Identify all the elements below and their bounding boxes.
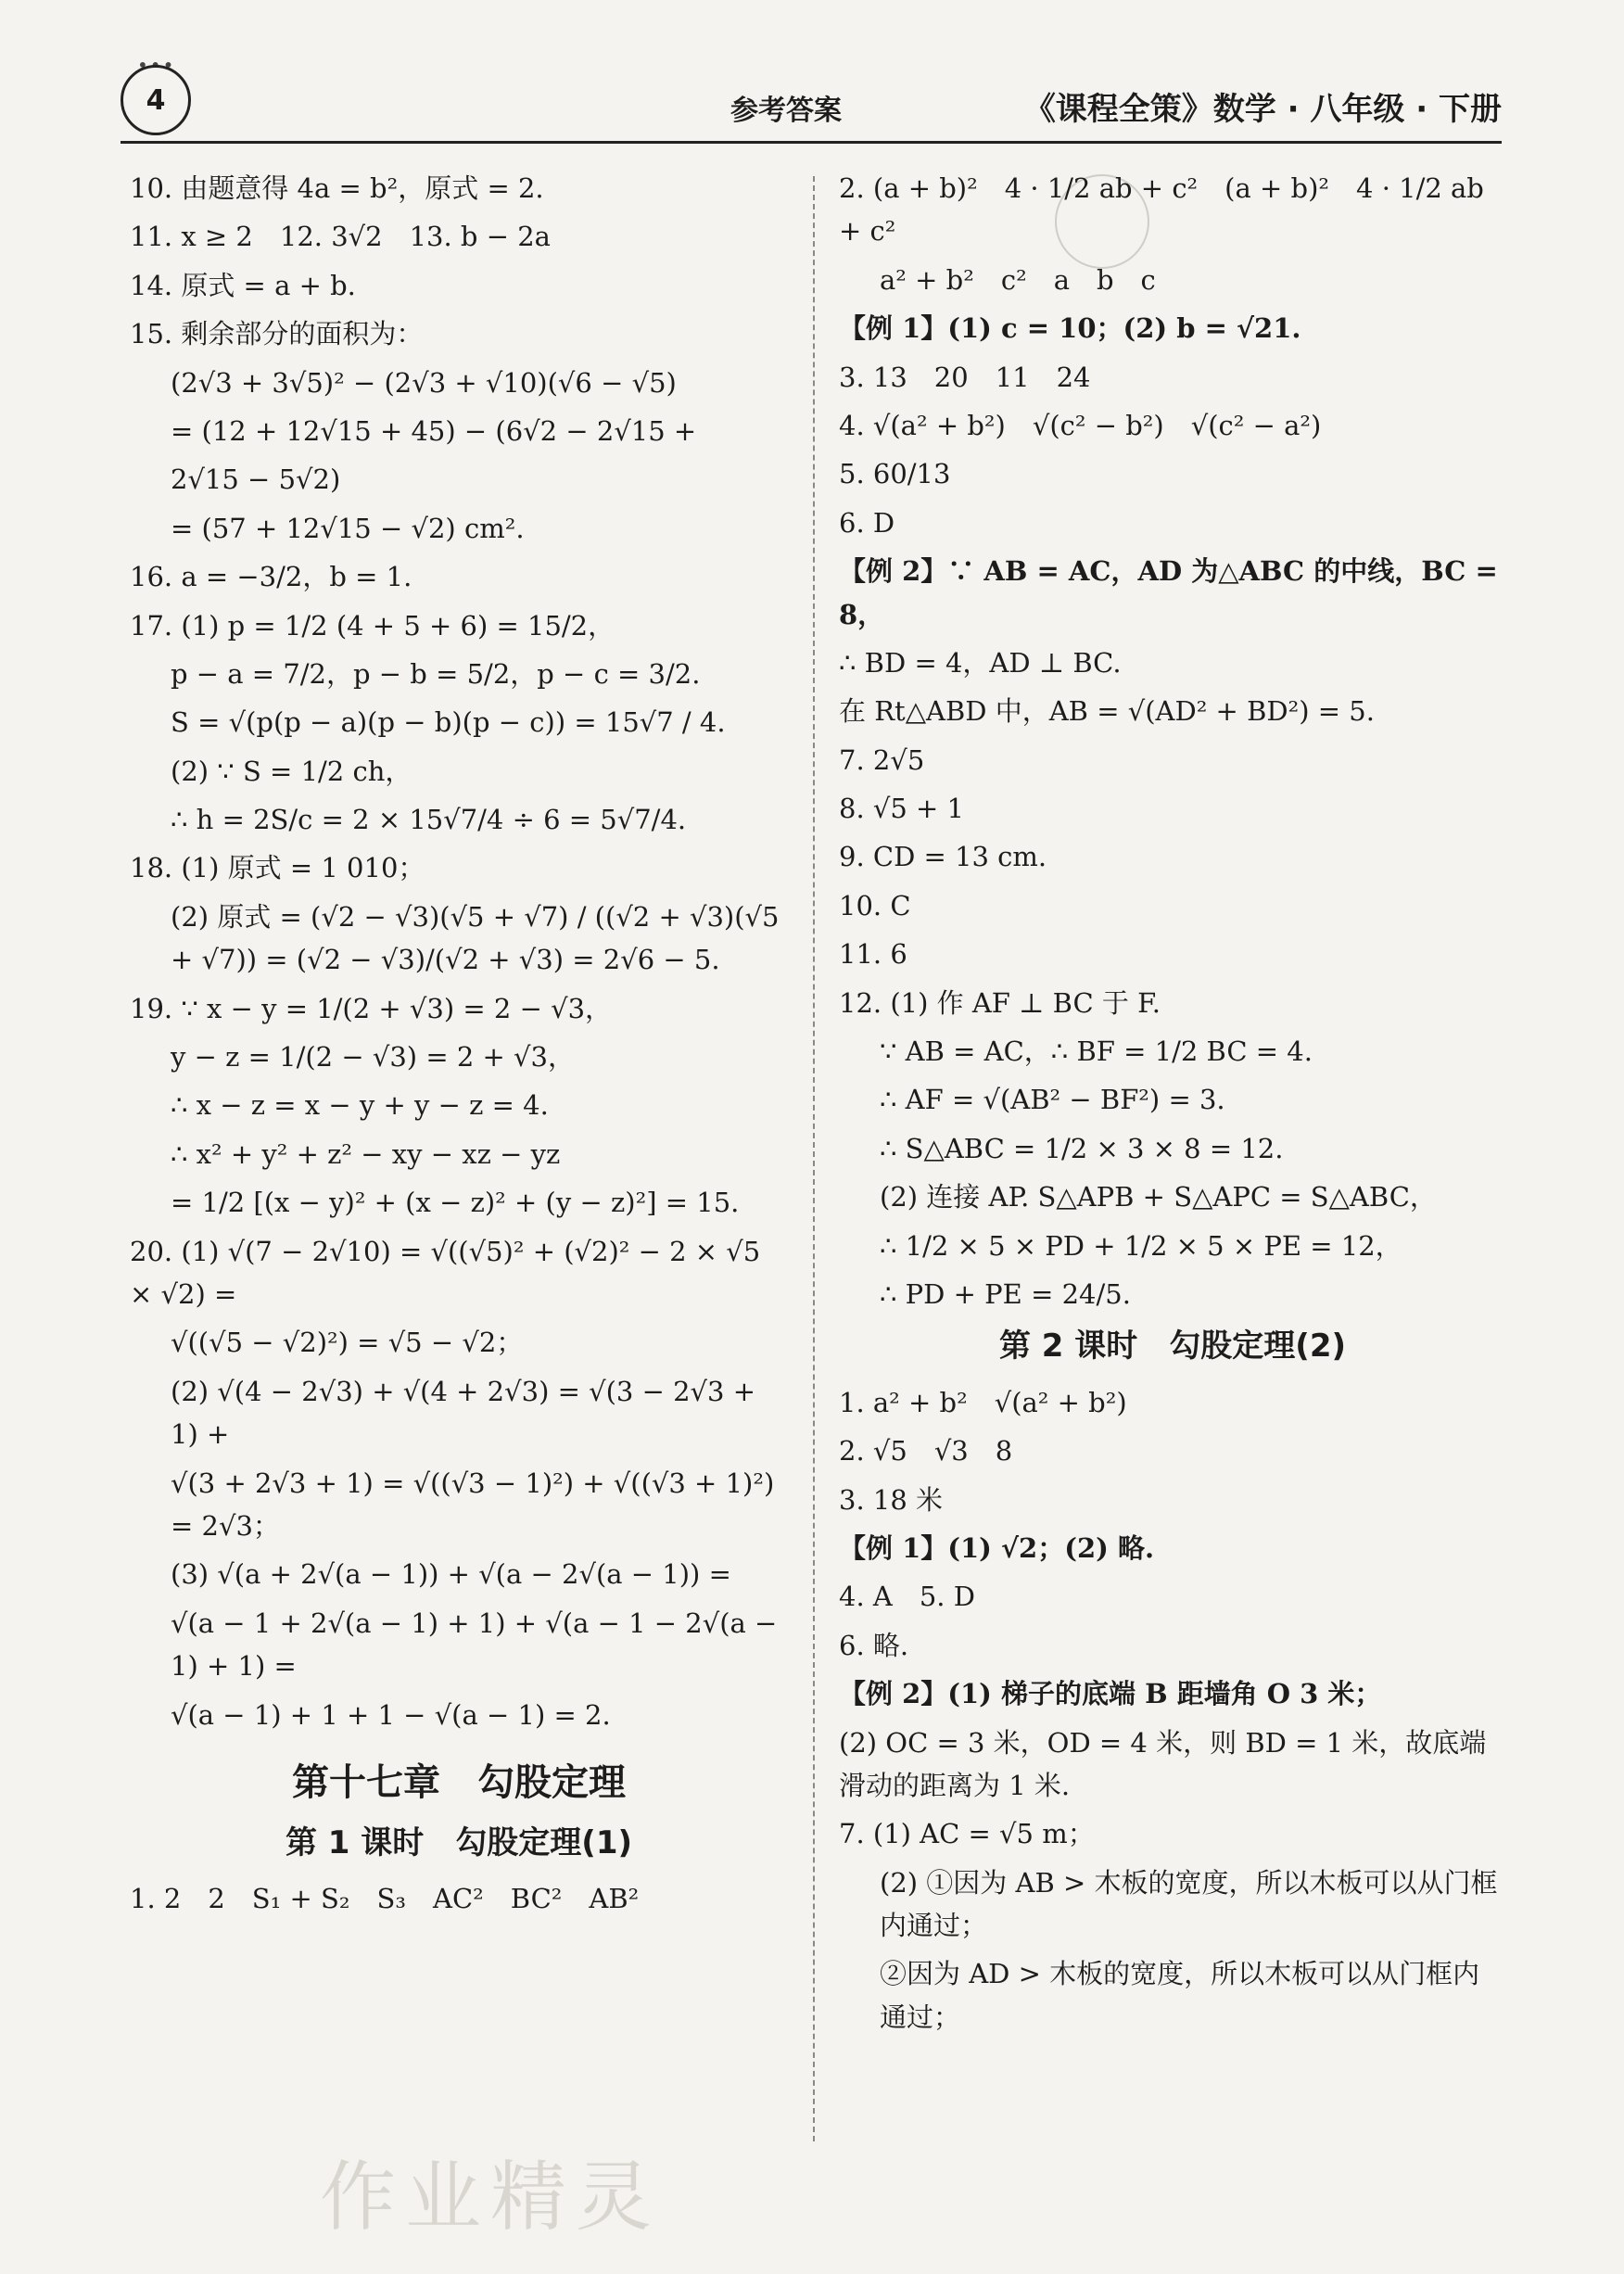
answer-line: ∴ 1/2 × 5 × PD + 1/2 × 5 × PE = 12， — [880, 1229, 1402, 1262]
answer-line: 10. C — [839, 889, 911, 921]
answer-line: (2) 原式 = (√2 − √3)(√5 + √7) / ((√2 + √3)(√5 + √7)) = (√2 − √3)/(√2 + √3) = 2√6 − 5. — [171, 900, 788, 976]
answer-line: 5. 60/13 — [839, 458, 951, 490]
answer-line: (2) 连接 AP. S△APB + S△APC = S△ABC， — [880, 1181, 1437, 1213]
answer-line: 7. 2√5 — [839, 743, 925, 776]
answer-line: 8. √5 + 1 — [839, 793, 965, 825]
answer-line: ∴ AF = √(AB² − BF²) = 3. — [880, 1084, 1225, 1116]
answer-line: (3) √(a + 2√(a − 1)) + √(a − 2√(a − 1)) = — [171, 1558, 731, 1591]
answer-line: 4. √(a² + b²) √(c² − b²) √(c² − a²) — [839, 409, 1322, 441]
answer-line: 4. A 5. D — [839, 1581, 975, 1613]
answer-line: = 1/2 [(x − y)² + (x − z)² + (y − z)²] = 15. — [171, 1187, 740, 1219]
page-header — [121, 54, 1502, 145]
answer-line: = (57 + 12√15 − √2) cm². — [171, 512, 525, 544]
answer-line: 9. CD = 13 cm. — [839, 841, 1047, 873]
answer-line: = (12 + 12√15 + 45) − (6√2 − 2√15 + — [171, 414, 697, 447]
answer-line: 6. D — [839, 506, 895, 539]
answer-line: 6. 略. — [839, 1629, 909, 1661]
header-book-title: 《课程全策》数学 · 八年级 · 下册 — [1023, 91, 1502, 128]
chapter-title: 第十七章 勾股定理 — [292, 1760, 626, 1804]
answer-line: ∴ PD + PE = 24/5. — [880, 1277, 1131, 1310]
example-line: 【例 2】(1) 梯子的底端 B 距墙角 O 3 米； — [839, 1678, 1382, 1710]
answer-line: 1. a² + b² √(a² + b²) — [839, 1386, 1127, 1418]
example-line: 【例 1】(1) √2；(2) 略. — [839, 1531, 1155, 1564]
answer-line: 10. 由题意得 4a = b²，原式 = 2. — [130, 172, 544, 204]
answer-line: 3. 13 20 11 24 — [839, 361, 1091, 393]
answer-line: 12. (1) 作 AF ⊥ BC 于 F. — [839, 986, 1161, 1019]
header-rule — [121, 141, 1502, 144]
answer-line: √(3 + 2√3 + 1) = √((√3 − 1)²) + √((√3 + 1)²) = 2√3； — [171, 1467, 783, 1542]
answer-line: y − z = 1/(2 − √3) = 2 + √3， — [171, 1041, 575, 1073]
answer-line: 17. (1) p = 1/2 (4 + 5 + 6) = 15/2， — [130, 609, 615, 642]
answer-line: S = √(p(p − a)(p − b)(p − c)) = 15√7 / 4. — [171, 706, 726, 739]
answer-line: 20. (1) √(7 − 2√10) = √((√5)² + (√2)² − 2 × √5 × √2) = — [130, 1235, 769, 1310]
answer-line: 2√15 − 5√2) — [171, 464, 341, 496]
answer-line: a² + b² c² a b c — [880, 263, 1156, 296]
answer-line: 14. 原式 = a + b. — [130, 269, 356, 301]
lesson-2-title: 第 2 课时 勾股定理(2) — [998, 1328, 1347, 1366]
answer-line: ∴ S△ABC = 1/2 × 3 × 8 = 12. — [880, 1132, 1284, 1164]
answer-line: ∴ h = 2S/c = 2 × 15√7/4 ÷ 6 = 5√7/4. — [171, 804, 687, 836]
answer-line: (2) √(4 − 2√3) + √(4 + 2√3) = √(3 − 2√3 + 1) + — [171, 1375, 765, 1451]
answer-line: 7. (1) AC = √5 m； — [839, 1818, 1095, 1850]
decorative-dots-icon: ••• — [137, 54, 176, 76]
lesson-1-title: 第 1 课时 勾股定理(1) — [285, 1823, 633, 1861]
answer-line: 2. √5 √3 8 — [839, 1435, 1013, 1467]
example-line: 【例 1】(1) c = 10；(2) b = √21. — [839, 312, 1301, 345]
page-number: 4 — [121, 65, 191, 135]
example-line: 【例 2】∵ AB = AC，AD 为△ABC 的中线，BC = 8， — [839, 555, 1507, 630]
answer-line: √(a − 1) + 1 + 1 − √(a − 1) = 2. — [171, 1698, 611, 1731]
answer-line: 在 Rt△ABD 中，AB = √(AD² + BD²) = 5. — [839, 695, 1375, 728]
answer-line: 16. a = −3/2，b = 1. — [130, 561, 412, 593]
answer-line: 15. 剩余部分的面积为： — [130, 318, 424, 350]
left-column — [130, 167, 788, 1926]
header-center-title: 参考答案 — [730, 95, 842, 127]
watermark: 作业精灵 — [320, 2153, 662, 2242]
answer-line: (2) ①因为 AB > 木板的宽度，所以木板可以从门框内通过； — [880, 1866, 1498, 1942]
answer-line: 1. 2 2 S₁ + S₂ S₃ AC² BC² AB² — [130, 1883, 640, 1915]
answer-line: 18. (1) 原式 = 1 010； — [130, 852, 425, 884]
answer-line: p − a = 7/2，p − b = 5/2，p − c = 3/2. — [171, 657, 701, 690]
answer-line: 2. (a + b)² 4 · 1/2 ab + c² (a + b)² 4 · 1/2 ab + c² — [839, 172, 1493, 248]
right-column — [839, 167, 1506, 2044]
answer-line: 11. 6 — [839, 938, 907, 971]
answer-line: 19. ∵ x − y = 1/(2 + √3) = 2 − √3， — [130, 992, 613, 1024]
answer-line: √((√5 − √2)²) = √5 − √2； — [171, 1327, 524, 1359]
answer-line: (2√3 + 3√5)² − (2√3 + √10)(√6 − √5) — [171, 366, 677, 399]
answer-line: ∴ BD = 4，AD ⊥ BC. — [839, 646, 1122, 679]
column-divider — [813, 176, 815, 2141]
answer-line: (2) ∵ S = 1/2 ch， — [171, 755, 412, 787]
answer-line: ∴ x − z = x − y + y − z = 4. — [171, 1089, 549, 1122]
answer-line: ∵ AB = AC，∴ BF = 1/2 BC = 4. — [880, 1035, 1313, 1068]
answer-line: 3. 18 米 — [839, 1483, 944, 1516]
answer-line: ②因为 AD > 木板的宽度，所以木板可以从门框内通过； — [880, 1958, 1480, 2033]
answer-line: ∴ x² + y² + z² − xy − xz − yz — [171, 1137, 561, 1170]
answer-line: √(a − 1 + 2√(a − 1) + 1) + √(a − 1 − 2√(a − 1) + 1) = — [171, 1607, 786, 1683]
answer-line: (2) OC = 3 米，OD = 4 米，则 BD = 1 米，故底端滑动的距离为 1 米. — [839, 1726, 1487, 1801]
answer-line: 11. x ≥ 2 12. 3√2 13. b − 2a — [130, 221, 551, 253]
